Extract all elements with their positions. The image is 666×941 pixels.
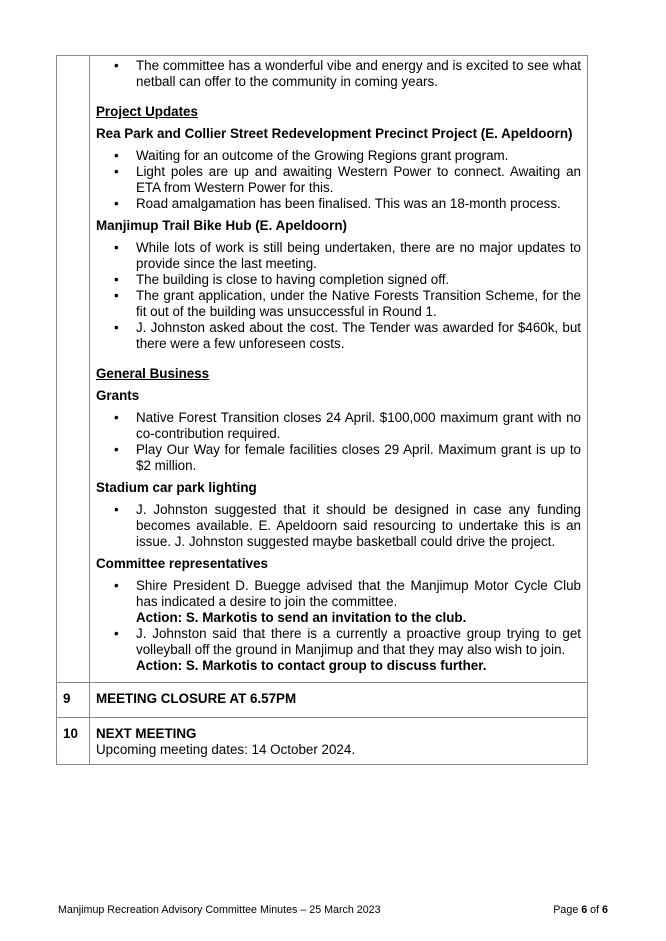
item-number: 10 — [57, 718, 90, 765]
item-text: Shire President D. Buegge advised that the Manjimup Motor Cycle Club has indicated a desire to join the committee. — [136, 578, 581, 609]
list-item: • Native Forest Transition closes 24 April. $100,000 maximum grant with no co-contribution required. — [136, 410, 581, 442]
item-text: J. Johnston said that there is a currently a proactive group trying to get volleyball off the ground in Manjimup and that they may also wish to join. — [136, 626, 581, 657]
next-meeting-text: Upcoming meeting dates: 14 October 2024. — [96, 742, 356, 757]
committee-reps-subheading: Committee representatives — [96, 556, 268, 571]
intro-bullet-list — [96, 58, 581, 90]
footer-document-title: Manjimup Recreation Advisory Committee Minutes – 25 March 2023 — [58, 904, 381, 916]
item-content-cell — [90, 683, 588, 718]
item-content-cell — [90, 718, 588, 765]
grants-bullet-list — [96, 410, 581, 474]
item-number: 9 — [57, 683, 90, 718]
item-number-cell — [57, 56, 90, 683]
action-text: Action: S. Markotis to contact group to discuss further. — [136, 658, 487, 673]
list-item: • Play Our Way for female facilities closes 29 April. Maximum grant is up to $2 million. — [136, 442, 581, 474]
stadium-subheading: Stadium car park lighting — [96, 480, 257, 495]
item-content-cell — [90, 56, 588, 683]
list-item: • The building is close to having completion signed off. — [136, 272, 581, 288]
trail-bike-bullet-list — [96, 240, 581, 352]
list-item: • The grant application, under the Native Forests Transition Scheme, for the fit out of the building was unsuccessful in Round 1. — [136, 288, 581, 320]
minutes-table — [56, 55, 588, 765]
list-item — [136, 578, 581, 626]
next-meeting-title: NEXT MEETING — [96, 726, 197, 741]
project-updates-heading: Project Updates — [96, 104, 198, 119]
general-business-heading: General Business — [96, 366, 210, 381]
list-item: • Light poles are up and awaiting Western Power to connect. Awaiting an ETA from Western Power for this. — [136, 164, 581, 196]
rea-park-bullet-list — [96, 148, 581, 212]
table-row — [57, 718, 588, 765]
trail-bike-subheading: Manjimup Trail Bike Hub (E. Apeldoorn) — [96, 218, 347, 233]
footer-page-number — [553, 904, 608, 916]
list-item: • J. Johnston suggested that it should be designed in case any funding becomes available. E. Apeldoorn said resourcing to undertake this is an issue. J. Johnston suggested maybe basketball could drive the project. — [136, 502, 581, 550]
table-row — [57, 56, 588, 683]
page-prefix: Page — [553, 904, 582, 916]
action-text: Action: S. Markotis to send an invitation to the club. — [136, 610, 467, 625]
stadium-bullet-list — [96, 502, 581, 550]
list-item: • Waiting for an outcome of the Growing Regions grant program. — [136, 148, 581, 164]
rea-park-subheading: Rea Park and Collier Street Redevelopment Precinct Project (E. Apeldoorn) — [96, 126, 573, 141]
page-current: 6 — [581, 904, 588, 916]
list-item: • Road amalgamation has been finalised. This was an 18-month process. — [136, 196, 581, 212]
list-item: • J. Johnston asked about the cost. The Tender was awarded for $460k, but there were a few unforeseen costs. — [136, 320, 581, 352]
table-row — [57, 683, 588, 718]
list-item: • While lots of work is still being undertaken, there are no major updates to provide since the last meeting. — [136, 240, 581, 272]
list-item — [136, 626, 581, 674]
page-total: 6 — [602, 904, 608, 916]
list-item: • The committee has a wonderful vibe and energy and is excited to see what netball can offer to the community in coming years. — [136, 58, 581, 90]
committee-reps-bullet-list — [96, 578, 581, 674]
meeting-closure-title: MEETING CLOSURE AT 6.57PM — [96, 691, 297, 706]
grants-subheading: Grants — [96, 388, 140, 403]
page-of: of — [587, 904, 603, 916]
